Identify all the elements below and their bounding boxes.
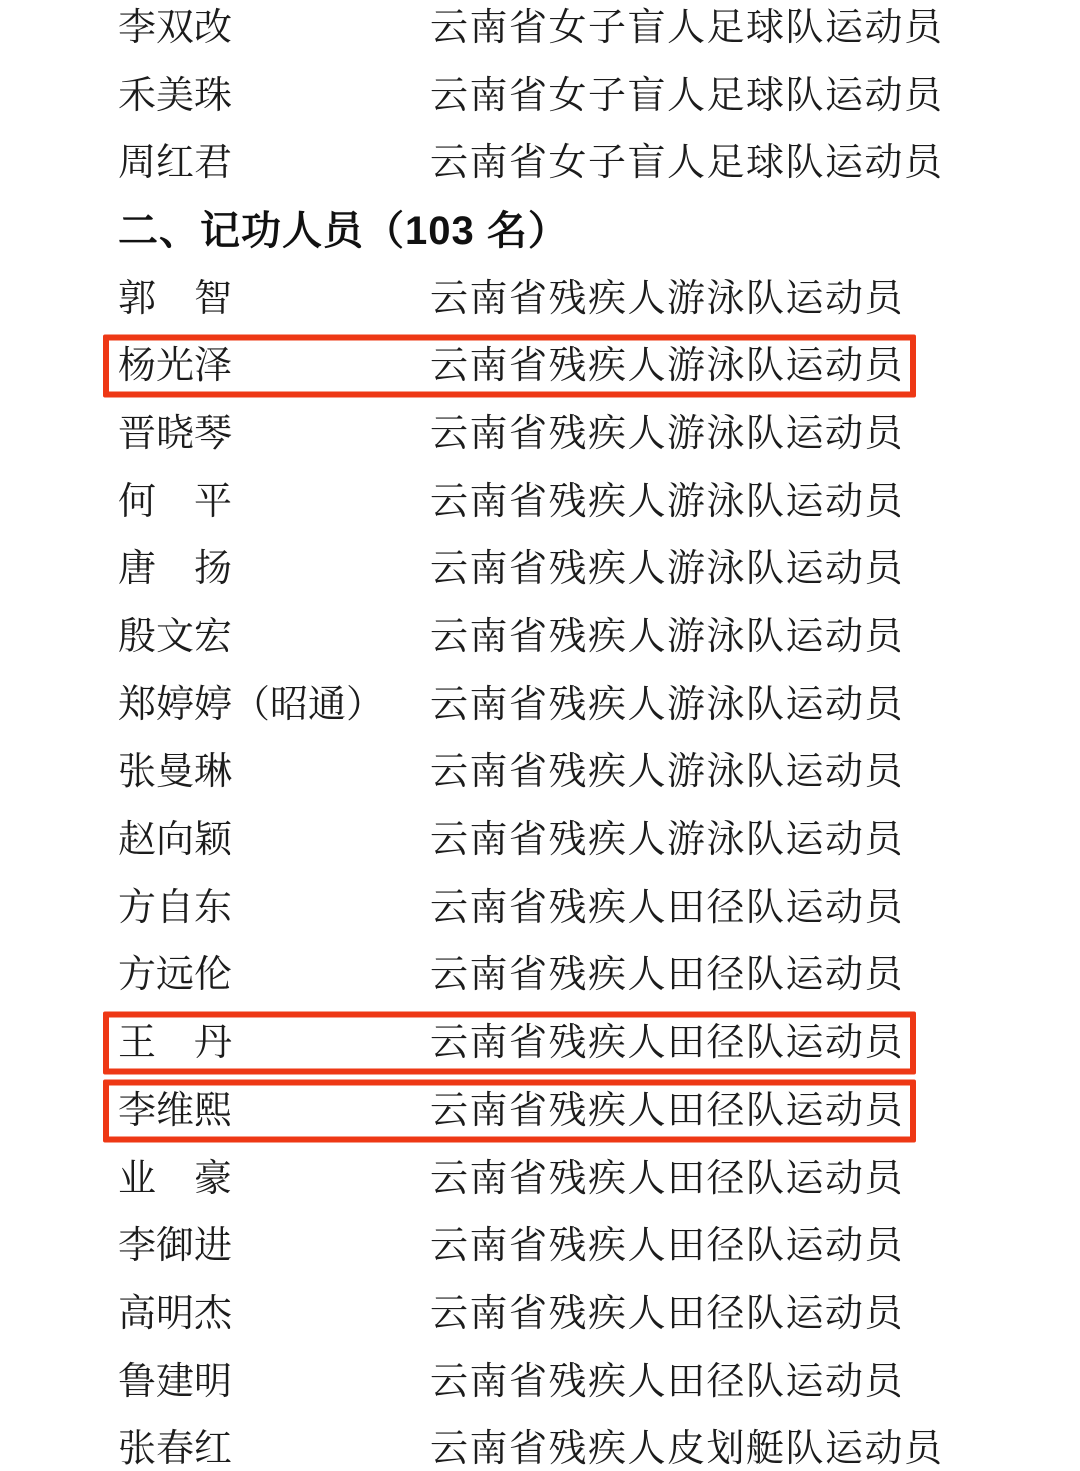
table-row [0,806,1080,874]
table-row [0,1009,1080,1077]
table-row [0,874,1080,942]
person-name: 郑婷婷（昭通） [118,683,385,726]
person-name: 鲁建明 [118,1360,233,1403]
person-name: 何 平 [118,480,233,523]
table-row [0,739,1080,807]
person-name: 业 豪 [118,1157,233,1200]
person-name: 张春红 [118,1428,233,1471]
person-affiliation: 云南省残疾人田径队运动员 [430,1360,905,1403]
person-affiliation: 云南省残疾人田径队运动员 [430,1292,905,1335]
person-name: 方远伦 [118,954,233,997]
table-row [0,1280,1080,1348]
person-name: 殷文宏 [118,616,233,659]
person-affiliation: 云南省残疾人皮划艇队运动员 [430,1428,944,1471]
table-row [0,1145,1080,1213]
table-row [0,129,1080,197]
person-name: 唐 扬 [118,548,233,591]
person-affiliation: 云南省女子盲人足球队运动员 [430,142,944,185]
person-affiliation: 云南省残疾人游泳队运动员 [430,277,905,320]
table-row [0,468,1080,536]
person-affiliation: 云南省残疾人游泳队运动员 [430,480,905,523]
person-name: 方自东 [118,886,233,929]
person-affiliation: 云南省残疾人田径队运动员 [430,954,905,997]
table-row [0,62,1080,130]
person-name: 周红君 [118,142,233,185]
person-affiliation: 云南省女子盲人足球队运动员 [430,6,944,49]
table-row [0,1415,1080,1471]
table-row [0,603,1080,671]
table-row [0,1077,1080,1145]
table-row [0,1212,1080,1280]
person-affiliation: 云南省残疾人田径队运动员 [430,1157,905,1200]
person-name: 晋晓琴 [118,412,233,455]
table-row [0,400,1080,468]
person-name: 李维熙 [118,1089,233,1132]
person-name: 杨光泽 [118,345,233,388]
person-affiliation: 云南省残疾人游泳队运动员 [430,683,905,726]
person-name: 李双改 [118,6,233,49]
person-name: 张曼琳 [118,751,233,794]
table-row [0,265,1080,333]
person-name: 禾美珠 [118,74,233,117]
person-affiliation: 云南省残疾人田径队运动员 [430,1022,905,1065]
person-name: 郭 智 [118,277,233,320]
person-name: 王 丹 [118,1022,233,1065]
person-affiliation: 云南省女子盲人足球队运动员 [430,74,944,117]
person-affiliation: 云南省残疾人游泳队运动员 [430,751,905,794]
person-name: 高明杰 [118,1292,233,1335]
person-affiliation: 云南省残疾人田径队运动员 [430,1225,905,1268]
person-affiliation: 云南省残疾人游泳队运动员 [430,412,905,455]
table-row [0,1348,1080,1416]
table-row [0,332,1080,400]
table-row [0,536,1080,604]
section-header [0,197,1080,265]
person-affiliation: 云南省残疾人田径队运动员 [430,886,905,929]
table-row [0,942,1080,1010]
table-row [0,0,1080,62]
person-affiliation: 云南省残疾人游泳队运动员 [430,819,905,862]
person-affiliation: 云南省残疾人田径队运动员 [430,1089,905,1132]
person-affiliation: 云南省残疾人游泳队运动员 [430,345,905,388]
section-header-label: 二、记功人员（103 名） [118,208,569,253]
person-name: 赵向颖 [118,819,233,862]
table-row [0,671,1080,739]
person-affiliation: 云南省残疾人游泳队运动员 [430,616,905,659]
person-name: 李御进 [118,1225,233,1268]
person-affiliation: 云南省残疾人游泳队运动员 [430,548,905,591]
